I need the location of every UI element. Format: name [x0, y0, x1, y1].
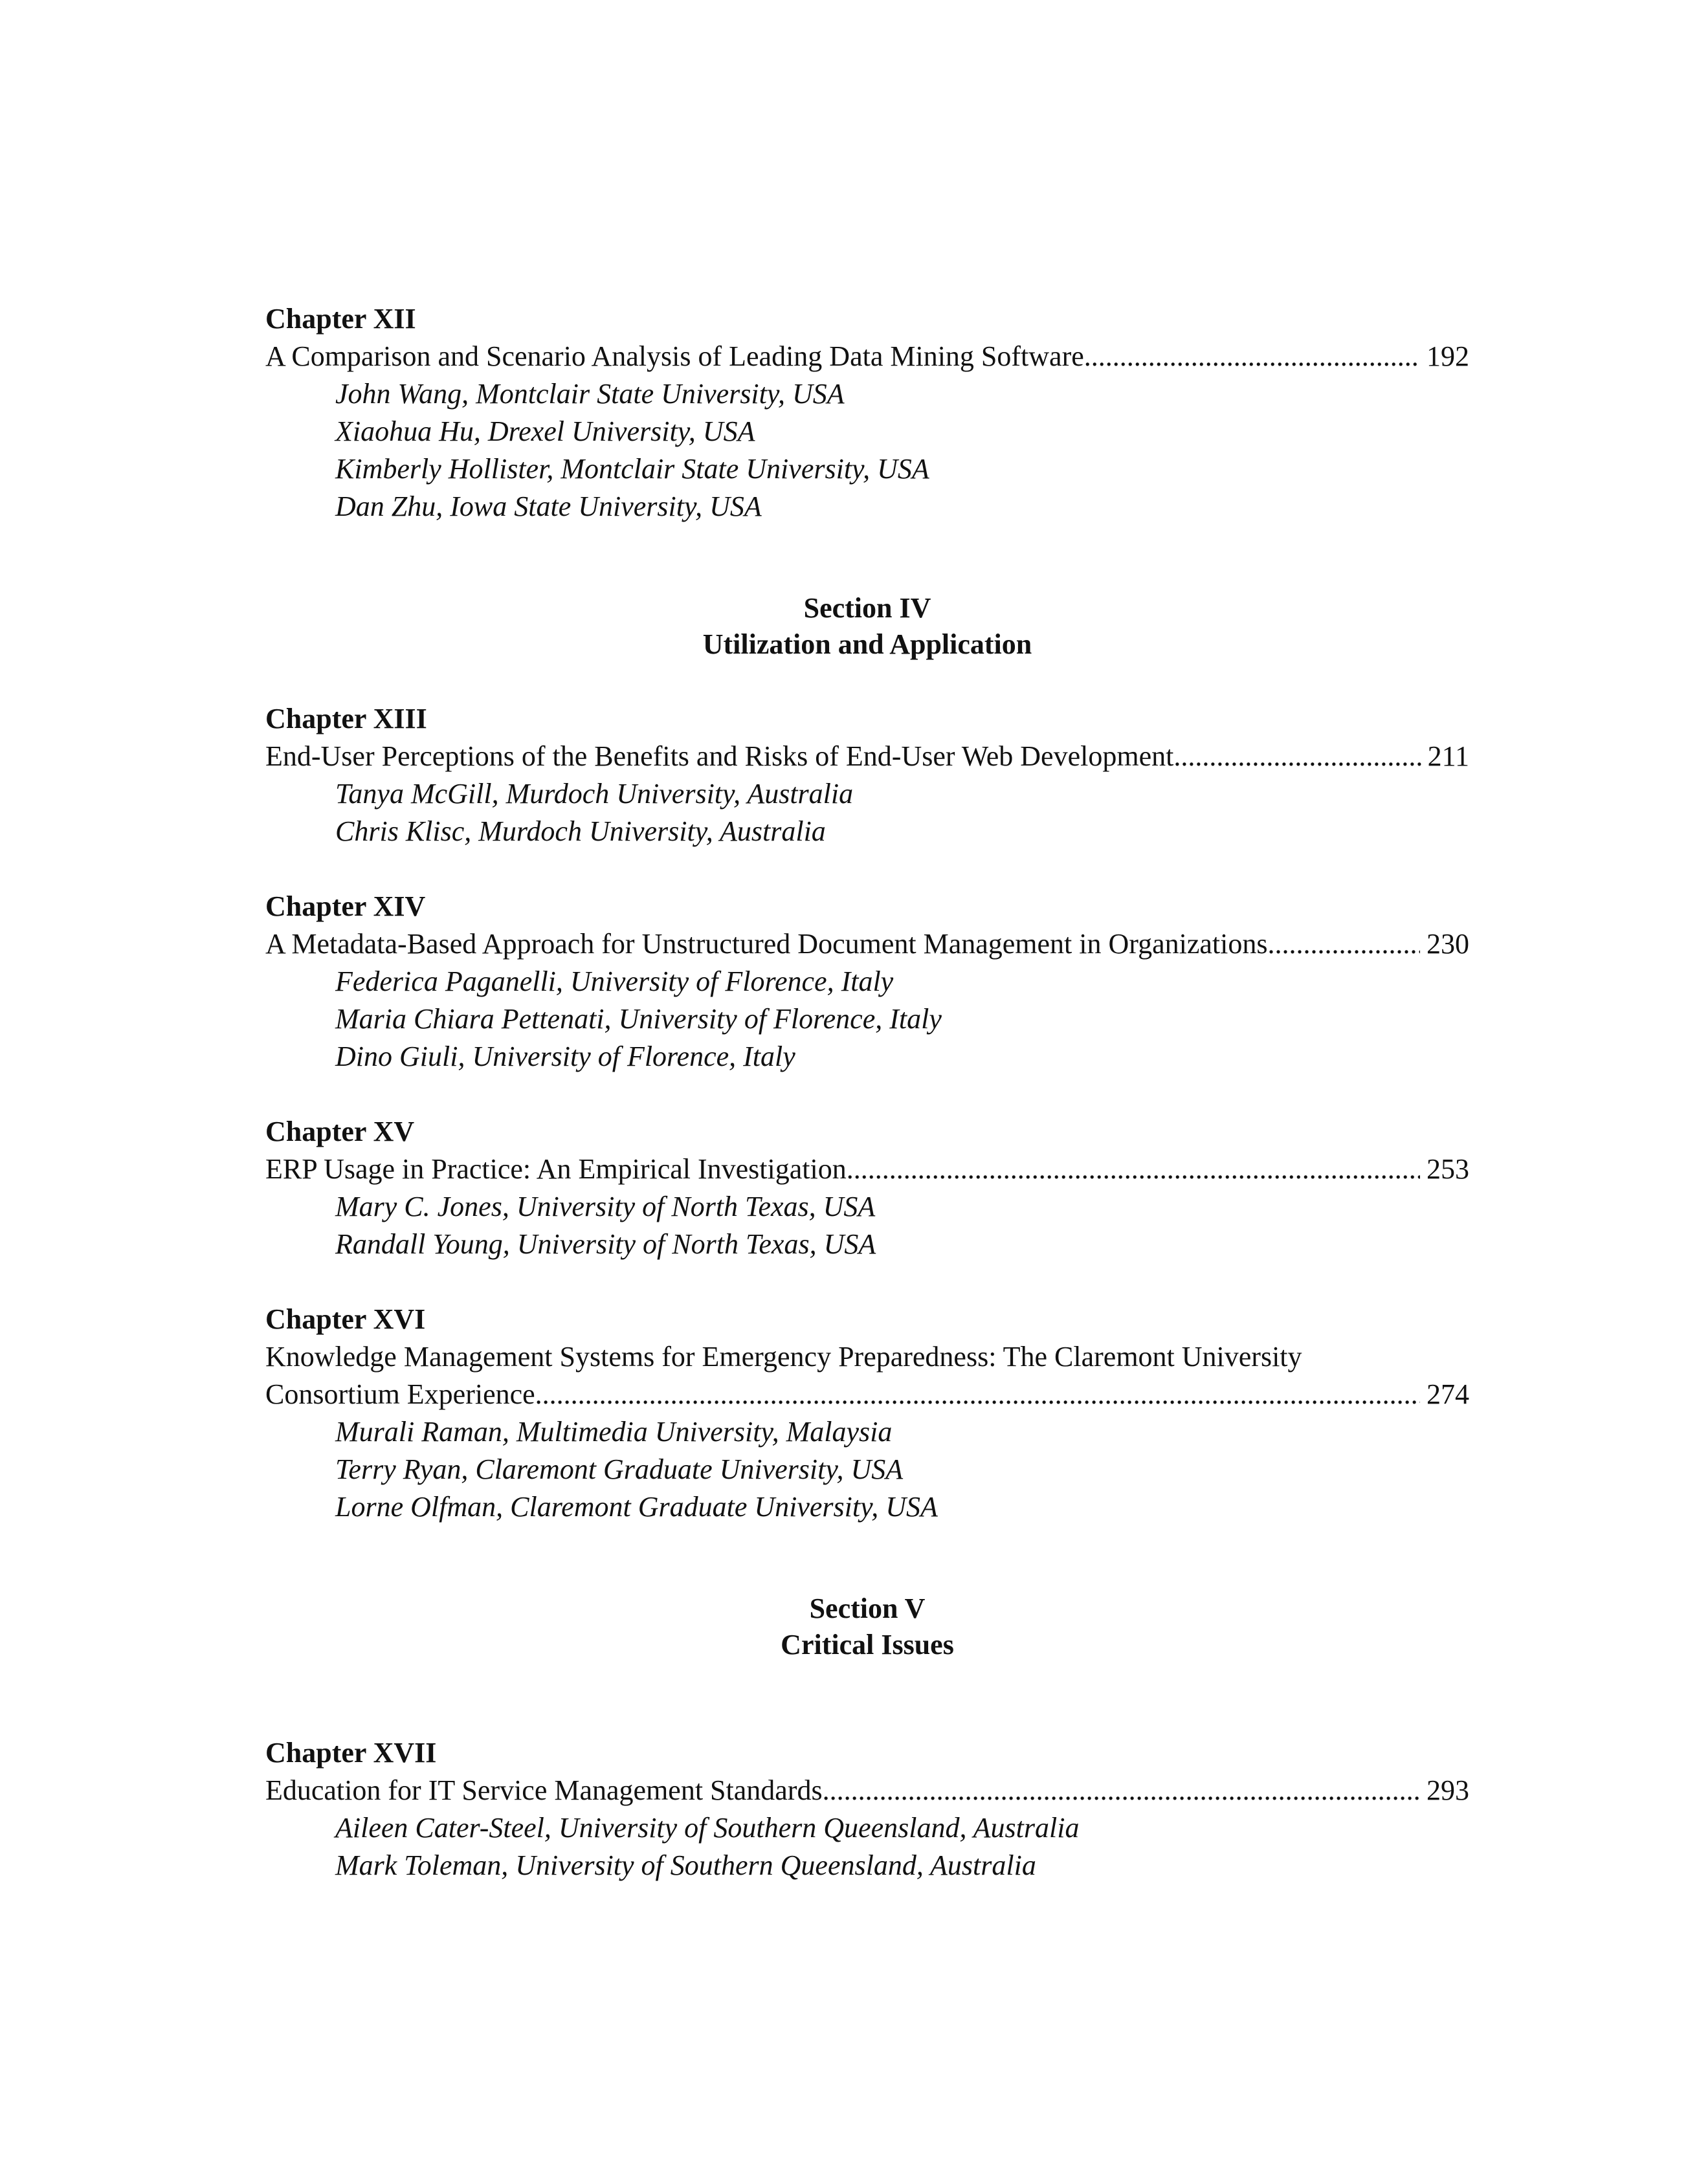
- author-line: Dino Giuli, University of Florence, Italy: [335, 1041, 795, 1072]
- section-label: Section V: [809, 1593, 926, 1624]
- chapter-title: A Metadata-Based Approach for Unstructured Document Management in Organizations: [265, 928, 1268, 960]
- page-number: 211: [1427, 740, 1469, 772]
- dot-leader: [1268, 925, 1420, 963]
- chapter-label: Chapter XVII: [265, 1737, 437, 1769]
- section-label: Section IV: [803, 592, 931, 624]
- page-number: 274: [1427, 1378, 1469, 1410]
- section-heading-iv: [265, 590, 1469, 663]
- chapter-title-row[interactable]: [265, 925, 1469, 963]
- dot-leader: [847, 1151, 1420, 1188]
- section-title: Critical Issues: [781, 1629, 954, 1660]
- chapter-title-row[interactable]: [265, 1376, 1469, 1413]
- chapter-title-line-2: Consortium Experience: [265, 1378, 535, 1410]
- dot-leader: [1084, 338, 1420, 375]
- chapter-title: End-User Perceptions of the Benefits and Risks of End-User Web Development: [265, 740, 1174, 772]
- page-number: 293: [1427, 1774, 1469, 1806]
- page-number: 253: [1427, 1153, 1469, 1185]
- chapter-entry-xv: [265, 1113, 1469, 1263]
- chapter-label: Chapter XII: [265, 303, 416, 335]
- page-number: 192: [1427, 340, 1469, 372]
- author-line: Murali Raman, Multimedia University, Malaysia: [335, 1416, 893, 1448]
- chapter-entry-xvi: [265, 1301, 1469, 1526]
- chapter-title: Education for IT Service Management Standards: [265, 1774, 823, 1806]
- chapter-title-row[interactable]: [265, 338, 1469, 375]
- author-line: Tanya McGill, Murdoch University, Australia: [335, 778, 854, 810]
- author-line: Terry Ryan, Claremont Graduate University, USA: [335, 1453, 904, 1485]
- section-heading-v: [265, 1591, 1469, 1663]
- page-number: 230: [1427, 928, 1469, 960]
- author-line: Dan Zhu, Iowa State University, USA: [335, 491, 762, 522]
- dot-leader: [823, 1772, 1420, 1809]
- chapter-entry-xiii: [265, 700, 1469, 850]
- author-line: Aileen Cater-Steel, University of Southern Queensland, Australia: [335, 1812, 1080, 1844]
- chapter-label: Chapter XIII: [265, 703, 427, 734]
- chapter-entry-xvii: [265, 1734, 1469, 1884]
- chapter-title: ERP Usage in Practice: An Empirical Investigation: [265, 1153, 847, 1185]
- author-line: John Wang, Montclair State University, USA: [335, 378, 845, 410]
- section-title: Utilization and Application: [702, 628, 1032, 660]
- author-line: Mary C. Jones, University of North Texas, USA: [335, 1191, 876, 1222]
- author-line: Randall Young, University of North Texas, USA: [335, 1228, 876, 1260]
- author-line: Kimberly Hollister, Montclair State University, USA: [335, 453, 929, 485]
- author-line: Lorne Olfman, Claremont Graduate University, USA: [335, 1491, 938, 1523]
- chapter-title-row[interactable]: [265, 1151, 1469, 1188]
- author-line: Chris Klisc, Murdoch University, Australia: [335, 815, 826, 847]
- chapter-label: Chapter XVI: [265, 1303, 426, 1335]
- author-line: Federica Paganelli, University of Florence, Italy: [335, 965, 894, 997]
- chapter-title-row[interactable]: [265, 1772, 1469, 1809]
- chapter-title-line-1[interactable]: Knowledge Management Systems for Emergency Preparedness: The Claremont University: [265, 1341, 1302, 1373]
- dot-leader: [535, 1376, 1420, 1413]
- table-of-contents: [265, 300, 1469, 1922]
- chapter-entry-xii: [265, 300, 1469, 525]
- chapter-label: Chapter XV: [265, 1116, 415, 1147]
- chapter-label: Chapter XIV: [265, 890, 426, 922]
- author-line: Mark Toleman, University of Southern Queensland, Australia: [335, 1849, 1036, 1881]
- author-line: Maria Chiara Pettenati, University of Florence, Italy: [335, 1003, 942, 1035]
- dot-leader: [1173, 738, 1421, 775]
- chapter-title-row[interactable]: [265, 738, 1469, 775]
- author-line: Xiaohua Hu, Drexel University, USA: [335, 415, 755, 447]
- chapter-entry-xiv: [265, 888, 1469, 1075]
- chapter-title: A Comparison and Scenario Analysis of Leading Data Mining Software: [265, 340, 1084, 372]
